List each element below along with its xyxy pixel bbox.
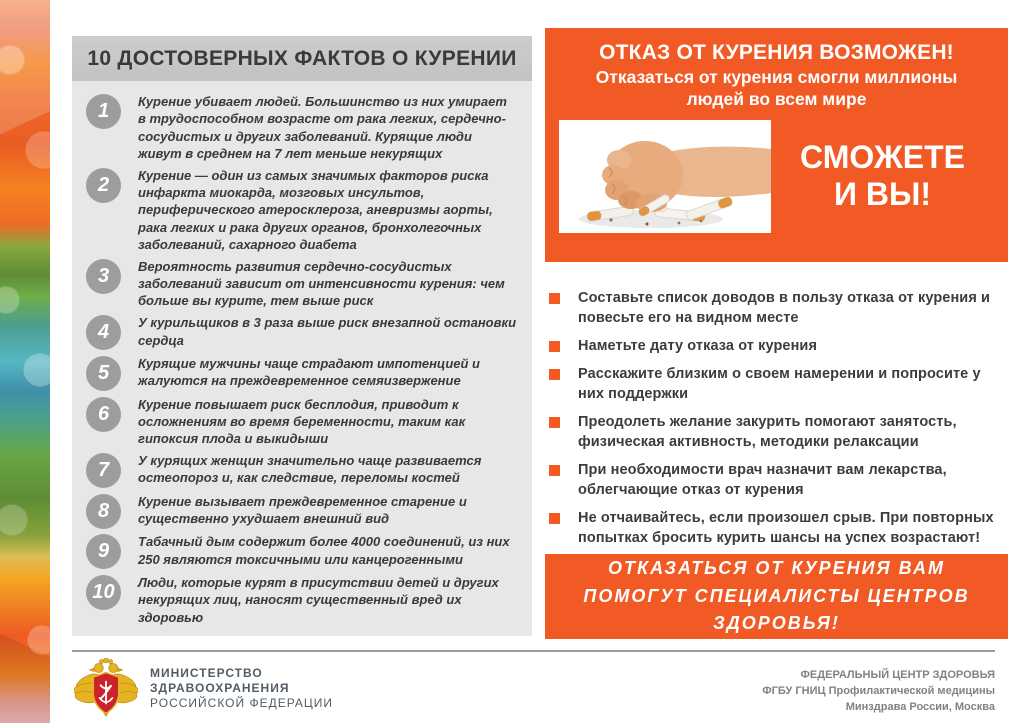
- fact-text: Курение вызывает преждевременное старение и существенно ухудшает внешний вид: [138, 493, 467, 527]
- fact-number-badge: 8: [86, 494, 121, 529]
- quit-header-title: ОТКАЗ ОТ КУРЕНИЯ ВОЗМОЖЕН!: [599, 41, 954, 64]
- federal-center-block: [762, 668, 995, 716]
- square-bullet-icon: [549, 417, 560, 428]
- fact-text: У курящих женщин значительно чаще развивается остеопороз и, как следствие, переломы костей: [138, 453, 482, 486]
- quit-tips-list: [549, 288, 1008, 548]
- fact-text: Вероятность развития сердечно-сосудистых заболеваний зависит от интенсивности курения: чем больше вы курите, тем выше риск: [138, 258, 505, 309]
- fact-number-badge: 7: [86, 453, 121, 488]
- facts-panel-title: 10 ДОСТОВЕРНЫХ ФАКТОВ О КУРЕНИИ: [72, 36, 532, 81]
- fact-item-2: [86, 166, 518, 253]
- fact-text: Курение повышает риск бесплодия, приводит к осложнениям во время беременности, таким как гипоксия плода и выкидыши: [138, 396, 466, 447]
- ministry-line-1: МИНИСТЕРСТВО: [150, 665, 263, 680]
- square-bullet-icon: [549, 465, 560, 476]
- facts-panel: [72, 81, 532, 636]
- fact-number-badge: 1: [86, 94, 121, 129]
- center-line-1: ФЕДЕРАЛЬНЫЙ ЦЕНТР ЗДОРОВЬЯ: [800, 669, 995, 681]
- fact-item-7: [86, 451, 518, 488]
- tip-text: Преодолеть желание закурить помогают занятость, физическая активность, методики релаксации: [578, 414, 957, 450]
- slogan-text: СМОЖЕТЕ И ВЫ!: [800, 139, 965, 213]
- tip-item-1: [549, 288, 1008, 328]
- ministry-block: [74, 658, 333, 718]
- fact-item-4: [86, 313, 518, 350]
- fact-item-1: [86, 92, 518, 162]
- ministry-emblem-icon: [74, 658, 138, 718]
- fact-number-badge: 4: [86, 315, 121, 350]
- footer-divider: [72, 650, 995, 652]
- decorative-side-strip: [0, 0, 50, 723]
- center-line-2: ФГБУ ГНИЦ Профилактической медицины: [762, 684, 995, 697]
- square-bullet-icon: [549, 341, 560, 352]
- fact-item-3: [86, 257, 518, 310]
- fact-item-9: [86, 532, 518, 569]
- fact-item-8: [86, 492, 518, 529]
- square-bullet-icon: [549, 369, 560, 380]
- fact-item-10: [86, 573, 518, 626]
- quit-header-subtitle: Отказаться от курения смогли миллионы людей во всем мире: [595, 67, 958, 109]
- fact-text: Курение — один из самых значимых факторов риска инфаркта миокарда, мозговых инсультов, периферического атеросклероза, аневризмы аорты, рака легких и рака других органов, бронхолегочных заболеваний, сахарного диабета: [138, 167, 493, 252]
- fact-text: Курение убивает людей. Большинство из них умирает в трудоспособном возрасте от рака легких, сердечно-сосудистых и других заболеваний. Курящие люди живут в среднем на 7 лет меньше некурящих: [138, 94, 507, 161]
- tip-text: При необходимости врач назначит вам лекарства, облегчающие отказ от курения: [578, 462, 947, 498]
- fact-number-badge: 10: [86, 575, 121, 610]
- square-bullet-icon: [549, 293, 560, 304]
- fact-text: Табачный дым содержит более 4000 соединений, из них 250 являются токсичными или канцерогенными: [138, 534, 510, 567]
- tip-text: Составьте список доводов в пользу отказа от курения и повесьте его на видном месте: [578, 290, 991, 326]
- tip-item-2: [549, 336, 1008, 356]
- ministry-name: [150, 666, 333, 711]
- fact-text: Люди, которые курят в присутствии детей и других некурящих лиц, наносят существенный вред их здоровью: [138, 575, 499, 625]
- square-bullet-icon: [549, 513, 560, 524]
- tip-item-3: [549, 364, 1008, 404]
- fact-number-badge: 2: [86, 168, 121, 203]
- tip-item-4: [549, 412, 1008, 452]
- health-centers-banner: ОТКАЗАТЬСЯ ОТ КУРЕНИЯ ВАМ ПОМОГУТ СПЕЦИАЛИСТЫ ЦЕНТРОВ ЗДОРОВЬЯ!: [545, 554, 1008, 639]
- fact-number-badge: 5: [86, 356, 121, 391]
- fact-number-badge: 9: [86, 534, 121, 569]
- fact-item-5: [86, 354, 518, 391]
- ministry-line-2: ЗДРАВООХРАНЕНИЯ: [150, 680, 290, 695]
- fist-crushing-cigarettes-graphic: [559, 120, 771, 233]
- center-line-3: Минздрава России, Москва: [845, 700, 995, 713]
- quit-smoking-header: [545, 28, 1008, 262]
- fact-item-6: [86, 395, 518, 448]
- fact-number-badge: 6: [86, 397, 121, 432]
- tip-item-5: [549, 460, 1008, 500]
- tip-text: Наметьте дату отказа от курения: [578, 338, 818, 354]
- tip-item-6: [549, 508, 1008, 548]
- tip-text: Расскажите близким о своем намерении и попросите у них поддержки: [578, 366, 981, 402]
- tip-text: Не отчаивайтесь, если произошел срыв. При повторных попытках бросить курить шансы на успех возрастают!: [578, 510, 994, 546]
- fact-number-badge: 3: [86, 259, 121, 294]
- ministry-line-3: РОССИЙСКОЙ ФЕДЕРАЦИИ: [150, 695, 334, 710]
- fist-crushing-cigarettes-image: [559, 120, 771, 233]
- fact-text: Курящие мужчины чаще страдают импотенцией и жалуются на преждевременное семяизвержение: [138, 356, 480, 389]
- fact-text: У курильщиков в 3 раза выше риск внезапной остановки сердца: [138, 315, 517, 348]
